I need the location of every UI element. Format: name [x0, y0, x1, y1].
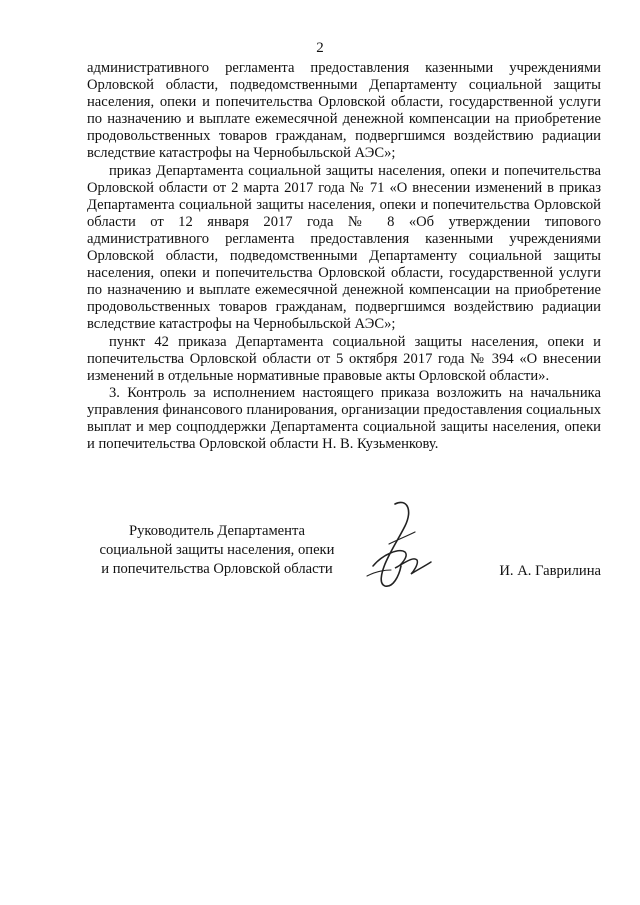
paragraph-control-clause: 3. Контроль за исполнением настоящего приказа возложить на начальника управления финансового планирования, организации предоставления социальных выплат и мер соцподдержки Департамента социальной защиты населения, опеки и попечительства Орловской области Н. В. Кузьменкову. [87, 384, 601, 453]
paragraph-item-42: пункт 42 приказа Департамента социальной защиты населения, опеки и попечительства Орловской области от 5 октября 2017 года № 394 «О внесении изменений в отдельные нормативные правовые акты Орловской области». [87, 333, 601, 384]
signatory-title [87, 522, 347, 579]
document-body [87, 60, 601, 453]
signatory-title-line: и попечительства Орловской области [101, 561, 333, 577]
signatory-title-line: Руководитель Департамента [129, 523, 305, 539]
signatory-title-line: социальной защиты населения, опеки [99, 542, 335, 558]
paragraph-continuation: административного регламента предоставления казенными учреждениями Орловской области, подведомственными Департаменту социальной защиты населения, опеки и попечительства Орловской области, государственной услуги по назначению и выплате ежемесячной денежной компенсации на приобретение продовольственных товаров гражданам, подвергшимся воздействию радиации вследствие катастрофы на Чернобыльской АЭС»; [87, 60, 601, 162]
page-number: 2 [316, 40, 324, 56]
handwritten-signature-icon [355, 496, 445, 596]
signature-block [87, 522, 601, 602]
paragraph-order-71: приказ Департамента социальной защиты населения, опеки и попечительства Орловской области от 2 марта 2017 года № 71 «О внесении изменений в приказ Департамента социальной защиты населения, опеки и попечительства Орловской области от 12 января 2017 года № 8 «Об утверждении типового административного регламента предоставления казенными учреждениями Орловской области, подведомственными Департаменту социальной защиты населения, опеки и попечительства Орловской области, государственной услуги по назначению и выплате ежемесячной денежной компенсации на приобретение продовольственных товаров гражданам, подвергшимся воздействию радиации вследствие катастрофы на Чернобыльской АЭС»; [87, 162, 601, 333]
signatory-name: И. А. Гаврилина [499, 563, 601, 579]
